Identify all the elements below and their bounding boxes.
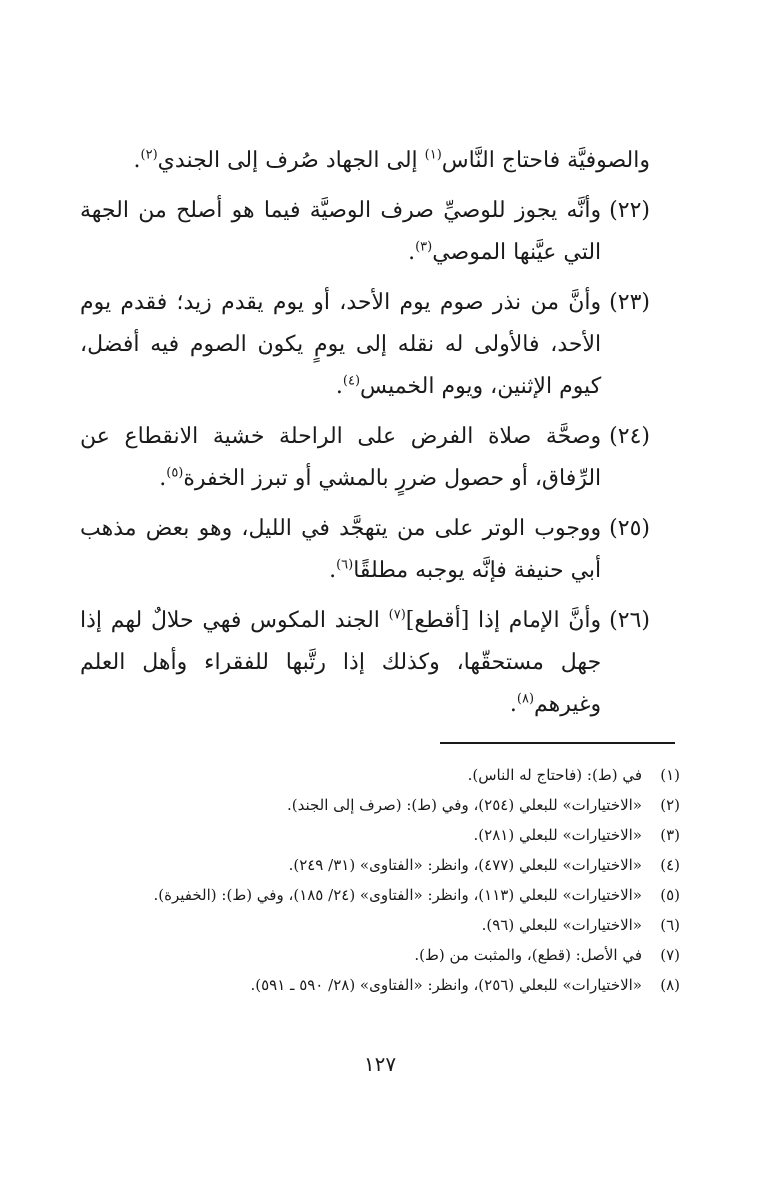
footnote-text: «الاختيارات» للبعلي (٤٧٧)، وانظر: «الفتاوى» (٣١/ ٢٤٩).	[288, 856, 642, 874]
item-text	[80, 416, 601, 500]
item-text	[80, 190, 601, 274]
item-body: ووجوب الوتر على من يتهجَّد في الليل، وهو بعض مذهب أبي حنيفة فإنَّه يوجبه مطلقًا	[80, 516, 602, 583]
list-item-26	[80, 600, 650, 726]
footnote-text: «الاختيارات» للبعلي (٩٦).	[481, 916, 642, 934]
page-number: ١٢٧	[363, 1052, 397, 1076]
footnote-5	[80, 880, 680, 910]
list-item-22	[80, 190, 650, 274]
footnote-ref-5[interactable]: (٥)	[166, 465, 184, 481]
footnote-6	[80, 910, 680, 940]
item-end: .	[408, 240, 416, 265]
item-body: وأنَّه يجوز للوصيِّ صرف الوصيَّة فيما هو أصلح من الجهة التي عيَّنها الموصي	[80, 198, 602, 265]
footnote-text: في (ط): (فاحتاج له الناس).	[467, 766, 642, 784]
footnote-ref-3[interactable]: (٣)	[415, 239, 433, 255]
footnote-ref-4[interactable]: (٤)	[342, 373, 361, 389]
footnote-text: «الاختيارات» للبعلي (٢٥٦)، وانظر: «الفتاوى» (٢٨/ ٥٩٠ ـ ٥٩١).	[250, 976, 642, 994]
footnote-text: في الأصل: (قطع)، والمثبت من (ط).	[414, 946, 642, 964]
item-end: .	[329, 558, 337, 583]
item-number: (٢٣)	[609, 290, 650, 315]
footnote-number: (٥)	[660, 886, 680, 904]
footnote-text: «الاختيارات» للبعلي (٢٨١).	[473, 826, 642, 844]
item-number: (٢٤)	[609, 424, 650, 449]
main-text	[80, 140, 650, 734]
footnote-1	[80, 760, 680, 790]
item-number: (٢٢)	[609, 198, 650, 223]
footnote-2	[80, 790, 680, 820]
intro-end: .	[133, 148, 141, 173]
item-body-b: الجند المكوس فهي حلالٌ لهم إذا جهل مستحقّها، وكذلك إذا رتَّبها للفقراء وأهل العلم وغيرهم	[80, 608, 602, 717]
footnote-number: (٢)	[660, 796, 680, 814]
item-body: وصحَّة صلاة الفرض على الراحلة خشية الانقطاع عن الرِّفاق، أو حصول ضررٍ بالمشي أو تبرز الخفرة	[80, 424, 602, 491]
footnote-number: (٣)	[660, 826, 680, 844]
footnotes	[80, 760, 680, 1000]
item-end: .	[159, 466, 167, 491]
intro-paragraph	[80, 140, 650, 182]
item-body: وأنَّ من نذر صوم يوم الأحد، أو يوم يقدم زيد؛ فقدم يوم الأحد، فالأولى له نقله إلى يومٍ يكون الصوم فيه أفضل، كيوم الإثنين، ويوم الخميس	[80, 290, 602, 399]
footnote-3	[80, 820, 680, 850]
footnote-ref-8[interactable]: (٨)	[516, 691, 535, 707]
list-item-23	[80, 282, 650, 408]
item-text	[80, 282, 601, 408]
item-text	[80, 600, 601, 726]
list-item-25	[80, 508, 650, 592]
footnote-ref-6[interactable]: (٦)	[336, 557, 354, 573]
footnote-number: (٨)	[660, 976, 680, 994]
item-text	[80, 508, 601, 592]
footnote-text: «الاختيارات» للبعلي (٢٥٤)، وفي (ط): (صرف إلى الجند).	[286, 796, 642, 814]
footnote-number: (٦)	[660, 916, 680, 934]
footnote-number: (٧)	[660, 946, 680, 964]
intro-text-b: إلى الجهاد صُرف إلى الجندي	[157, 148, 425, 173]
footnote-number: (٤)	[660, 856, 680, 874]
footnote-4	[80, 850, 680, 880]
footnote-ref-1[interactable]: (١)	[424, 147, 442, 163]
item-number: (٢٦)	[609, 608, 650, 633]
list-item-24	[80, 416, 650, 500]
footnote-7	[80, 940, 680, 970]
item-end: .	[509, 692, 517, 717]
footnote-ref-7[interactable]: (٧)	[388, 607, 406, 623]
footnote-text: «الاختيارات» للبعلي (١١٣)، وانظر: «الفتاوى» (٢٤/ ١٨٥)، وفي (ط): (الخفيرة).	[153, 886, 642, 904]
footnote-separator	[440, 742, 675, 744]
footnote-ref-2[interactable]: (٢)	[140, 147, 158, 163]
item-end: .	[335, 374, 343, 399]
item-number: (٢٥)	[609, 516, 650, 541]
footnote-number: (١)	[660, 766, 680, 784]
intro-text-a: والصوفيَّة فاحتاج النَّاس	[441, 148, 650, 173]
footnote-8	[80, 970, 680, 1000]
item-body-a: وأنَّ الإمام إذا [أقطع]	[405, 608, 602, 633]
